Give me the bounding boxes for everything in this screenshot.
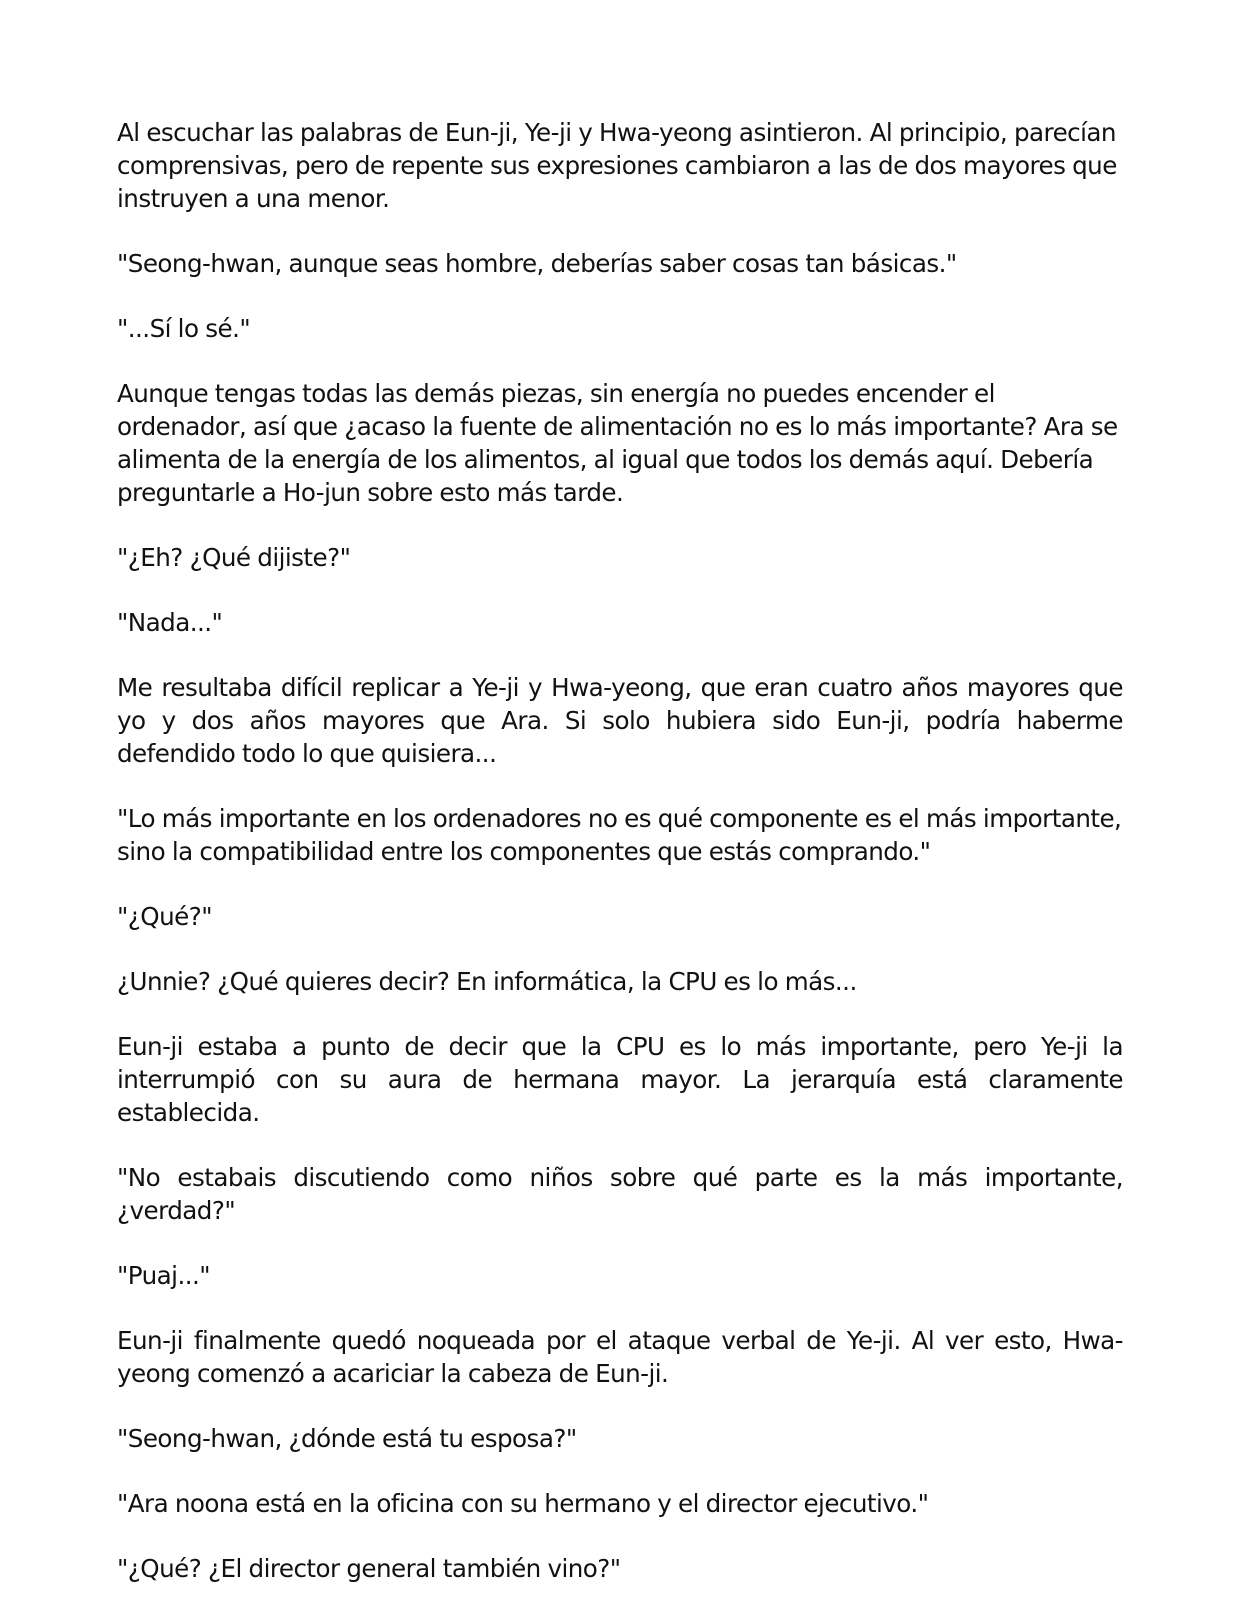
paragraph: "¿Qué? ¿El director general también vino?" (117, 1554, 621, 1583)
paragraph: ¿Unnie? ¿Qué quieres decir? En informática, la CPU es lo más... (117, 967, 857, 996)
paragraph: Eun-ji finalmente quedó noqueada por el ataque verbal de Ye-ji. Al ver esto, Hwa-yeong comenzó a acariciar la cabeza de Eun-ji. (117, 1326, 1123, 1388)
paragraph: "Lo más importante en los ordenadores no es qué componente es el más importante, sino la compatibilidad entre los componentes que estás comprando." (117, 804, 1122, 866)
paragraph: "...Sí lo sé." (117, 314, 251, 343)
paragraph: "Seong-hwan, ¿dónde está tu esposa?" (117, 1424, 577, 1453)
paragraph: Me resultaba difícil replicar a Ye-ji y Hwa-yeong, que eran cuatro años mayores que yo y dos años mayores que Ara. Si solo hubiera sido Eun-ji, podría haberme defendido todo lo que quisiera... (117, 673, 1123, 768)
document-body (117, 116, 1123, 1617)
paragraph: "Ara noona está en la oficina con su hermano y el director ejecutivo." (117, 1489, 929, 1518)
paragraph: Eun-ji estaba a punto de decir que la CPU es lo más importante, pero Ye-ji la interrumpió con su aura de hermana mayor. La jerarquía está claramente establecida. (117, 1032, 1123, 1127)
paragraph: Al escuchar las palabras de Eun-ji, Ye-ji y Hwa-yeong asintieron. Al principio, parecían comprensivas, pero de repente sus expresiones cambiaron a las de dos mayores que instruyen a una menor. (117, 118, 1117, 213)
paragraph: "¿Qué?" (117, 902, 212, 931)
paragraph: "Puaj..." (117, 1261, 211, 1290)
paragraph: "Seong-hwan, aunque seas hombre, deberías saber cosas tan básicas." (117, 249, 957, 278)
paragraph: Aunque tengas todas las demás piezas, sin energía no puedes encender el ordenador, así que ¿acaso la fuente de alimentación no es lo más importante? Ara se alimenta de la energía de los alimentos, al igual que todos los demás aquí. Debería preguntarle a Ho-jun sobre esto más tarde. (117, 379, 1118, 507)
paragraph: "No estabais discutiendo como niños sobre qué parte es la más importante, ¿verdad?" (117, 1163, 1123, 1225)
paragraph: "Nada..." (117, 608, 223, 637)
paragraph: "¿Eh? ¿Qué dijiste?" (117, 543, 351, 572)
